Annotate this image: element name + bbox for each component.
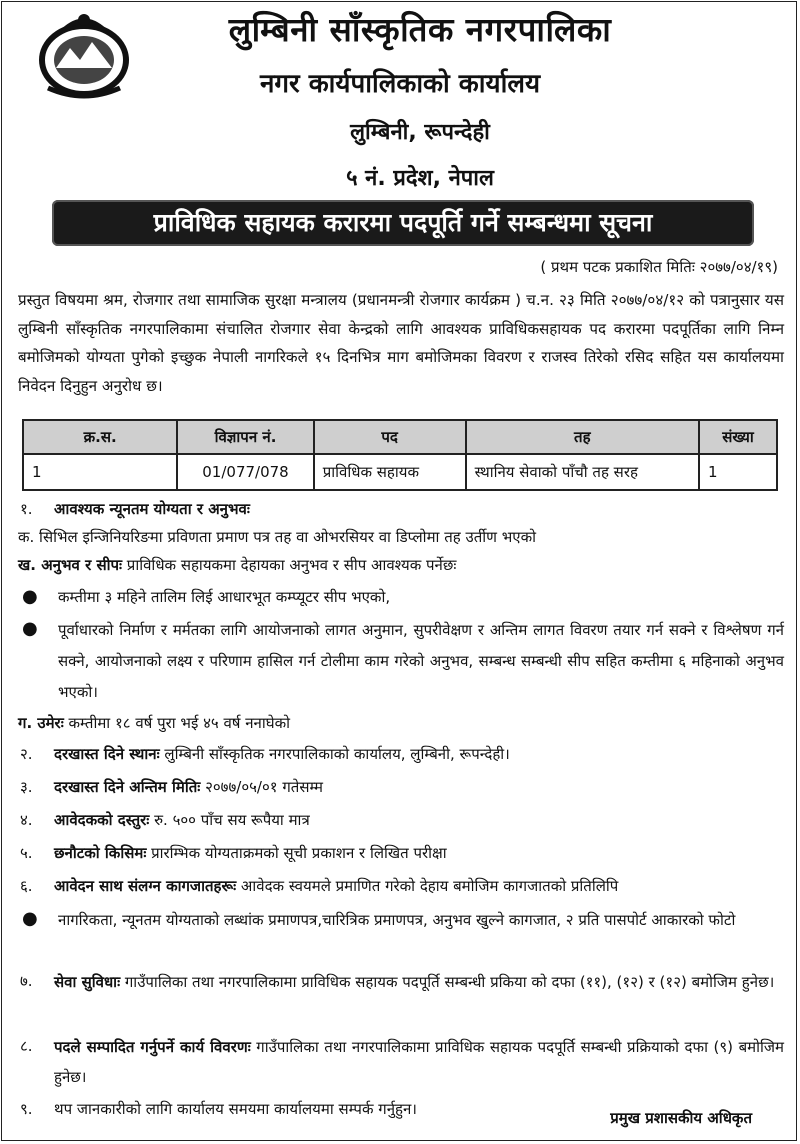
col-sn: क्र.स. — [23, 420, 177, 454]
col-ad-no: विज्ञापन नं. — [177, 420, 313, 454]
intro-paragraph: प्रस्तुत विषयमा श्रम, रोजगार तथा सामाजिक सुरक्षा मन्त्रालय (प्रधानमन्त्री रोजगार कार्यक्रम ) च.न. २३ मिति २०७७/०४/१२ को पत्रानुसार यस लुम्बिनी साँस्कृतिक नगरपालिकामा संचालित रोजगार सेवा केन्द्रको लागि आवश्यक प्राविधिकसहायक पद करारमा पदपूर्तिका लागि निम्न बमोजिमको योग्यता पुगेको इच्छुक नेपाली नागरिकले १५ दिनभित्र माग बमोजिमका विवरण र राजस्व तिरेको रसिद सहित यस कार्यालयमा निवेदन दिनुहुन अनुरोध छ। — [18, 291, 784, 395]
office-name: नगर कार्यपालिकाको कार्यालय — [259, 69, 541, 99]
bullet-icon: ● — [22, 908, 38, 929]
table-header-row — [23, 420, 777, 454]
col-count: संख्या — [699, 420, 777, 454]
cell-sn: 1 — [23, 454, 177, 490]
publish-date: ( प्रथम पटक प्रकाशित मितिः २०७७/०४/१९) — [540, 258, 778, 276]
vacancy-table — [22, 419, 778, 491]
signatory-title: प्रमुख प्रशासकीय अधिकृत — [610, 1109, 752, 1127]
col-level: तह — [466, 420, 699, 454]
table-row — [23, 454, 777, 490]
letterhead — [0, 0, 800, 200]
bullet-icon: ● — [22, 618, 38, 639]
notice-title: प्राविधिक सहायक करारमा पदपूर्ति गर्ने सम्बन्धमा सूचना — [52, 200, 754, 246]
nepal-emblem-icon — [34, 8, 134, 100]
cell-level: स्थानिय सेवाको पाँचौ तह सरह — [466, 454, 699, 490]
col-post: पद — [314, 420, 466, 454]
bullet-icon: ● — [22, 586, 38, 607]
cell-ad-no: 01/077/078 — [177, 454, 313, 490]
cell-count: 1 — [699, 454, 777, 490]
cell-post: प्राविधिक सहायक — [314, 454, 466, 490]
province-name: ५ नं. प्रदेश, नेपाल — [346, 166, 494, 191]
office-location: लुम्बिनी, रूपन्देही — [350, 120, 490, 145]
municipality-name: लुम्बिनी साँस्कृतिक नगरपालिका — [228, 10, 612, 49]
